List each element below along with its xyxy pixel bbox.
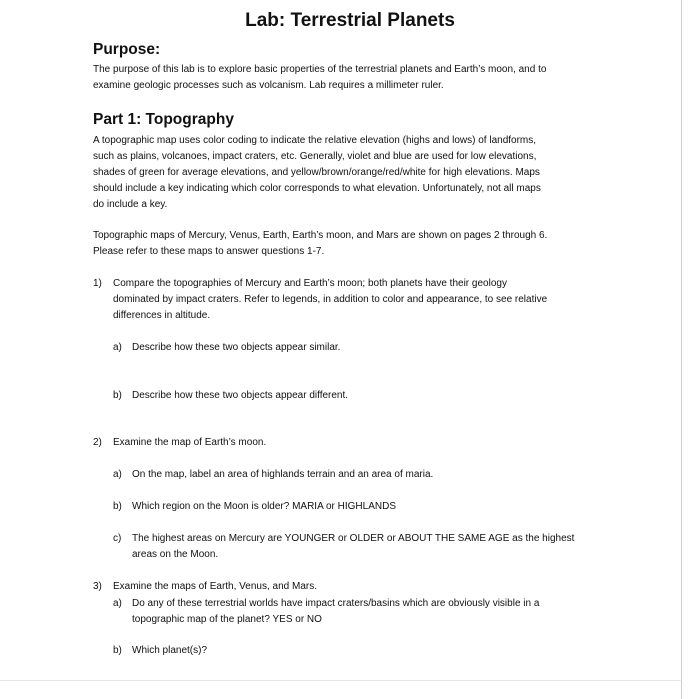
part1-intro-line: A topographic map uses color coding to indicate the relative elevation (highs and lows) of landforms, <box>93 135 537 146</box>
subquestion-line: areas on the Moon. <box>132 549 219 560</box>
subquestion-line: Which region on the Moon is older? MARIA or HIGHLANDS <box>132 501 396 512</box>
subquestion-line: Which planet(s)? <box>132 645 208 656</box>
question-line: differences in altitude. <box>113 310 211 321</box>
page-title: Lab: Terrestrial Planets <box>245 10 455 31</box>
question-number: 1) <box>93 278 102 289</box>
subquestion-line: Describe how these two objects appear different. <box>132 390 349 401</box>
subquestion-label: b) <box>113 501 122 512</box>
question-number: 3) <box>93 581 102 592</box>
question-number: 2) <box>93 437 102 448</box>
subquestion-line: topographic map of the planet? YES or NO <box>132 614 322 625</box>
subquestion-label: a) <box>113 342 122 353</box>
subquestion-label: a) <box>113 598 122 609</box>
part1-intro-line: do include a key. <box>93 199 168 210</box>
subquestion-line: On the map, label an area of highlands terrain and an area of maria. <box>132 469 434 480</box>
question-line: Examine the map of Earth’s moon. <box>113 437 267 448</box>
subquestion-line: Do any of these terrestrial worlds have impact craters/basins which are obviously visible in a <box>132 598 540 609</box>
part1-intro-line: shades of green for average elevations, and yellow/brown/orange/red/white for high elevations. Maps <box>93 167 540 178</box>
part1-intro-line: such as plains, volcanoes, impact craters, etc. Generally, violet and blue are used for low elevations, <box>93 151 537 162</box>
purpose-heading: Purpose: <box>93 41 161 58</box>
part1-maps-line: Please refer to these maps to answer questions 1-7. <box>93 246 325 257</box>
subquestion-line: The highest areas on Mercury are YOUNGER or OLDER or ABOUT THE SAME AGE as the highest <box>132 533 575 544</box>
subquestion-line: Describe how these two objects appear similar. <box>132 342 341 353</box>
purpose-line: The purpose of this lab is to explore basic properties of the terrestrial planets and Earth’s moon, and to <box>93 64 547 75</box>
part1-maps-line: Topographic maps of Mercury, Venus, Earth, Earth’s moon, and Mars are shown on pages 2 through 6. <box>93 230 548 241</box>
question-line: Compare the topographies of Mercury and Earth’s moon; both planets have their geology <box>113 278 507 289</box>
subquestion-label: b) <box>113 645 122 656</box>
subquestion-label: a) <box>113 469 122 480</box>
part1-intro-line: should include a key indicating which color corresponds to what elevation. Unfortunately, not all maps <box>93 183 541 194</box>
part1-heading: Part 1: Topography <box>93 111 234 128</box>
purpose-line: examine geologic processes such as volcanism. Lab requires a millimeter ruler. <box>93 80 444 91</box>
page-edge-bottom <box>0 680 682 681</box>
question-line: dominated by impact craters. Refer to legends, in addition to color and appearance, to see relative <box>113 294 548 305</box>
page-edge <box>681 0 682 699</box>
question-line: Examine the maps of Earth, Venus, and Mars. <box>113 581 317 592</box>
subquestion-label: b) <box>113 390 122 401</box>
subquestion-label: c) <box>113 533 122 544</box>
